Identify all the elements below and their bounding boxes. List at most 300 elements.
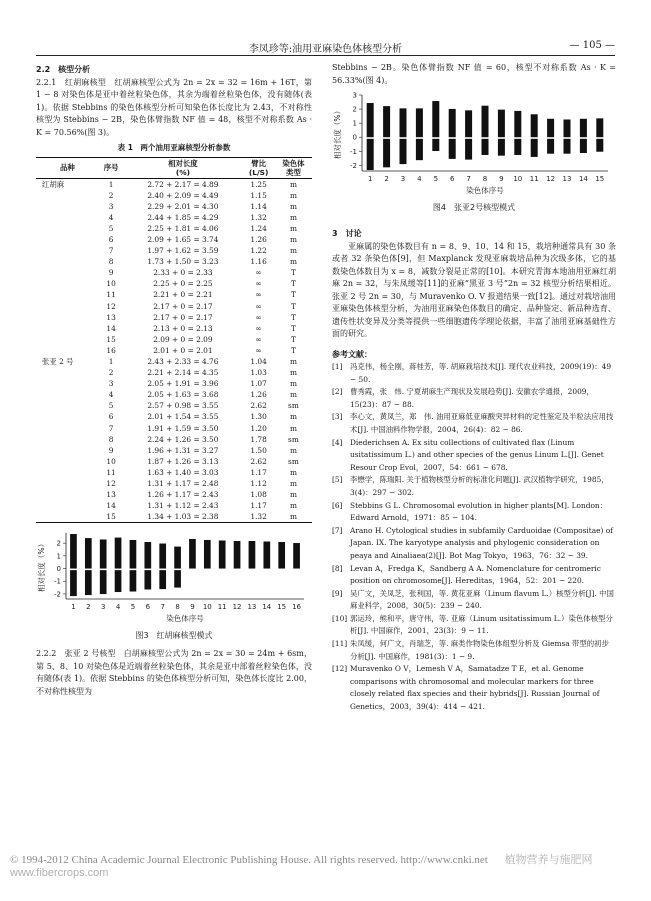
long-arm-bar	[249, 541, 256, 569]
chromosome-type-cell: m	[289, 179, 297, 189]
discussion-paragraph: 亚麻属的染色体数目有 n = 8、9、10、14 和 15，栽培种通常具有 30 条或者 32 条染色体[9]，但 Maxplanck 发现亚麻栽培品种为次级多体，它的基数染色体数目为 x = 8，减数分裂是正常的[10]。本研究青海本地油用亚麻红胡麻 2n = 32，与朱凤缓等[11]的亚麻“黑亚 3 号”2n = 32 核型分析结果相近。张亚 2 号 2n = 30，与 Muravenko O. V 报道结果一致[12]。通过对栽培油用亚麻染色体核型分析，为油用亚麻染色体数目的确定、品种鉴定、新品种选育、遗传性状变异及分类等提供一些细胞遗传学理论依据，丰富了油用亚麻基础性方面的研究。	[332, 241, 616, 338]
table-row	[36, 378, 312, 389]
figure-4-chart	[332, 91, 616, 197]
chromosome-type-cell: T	[290, 312, 296, 322]
variety-cell	[36, 345, 99, 356]
relative-length-cell: 1.97 + 1.62 = 3.59	[147, 246, 219, 256]
reference-item	[332, 613, 616, 638]
variety-cell	[36, 400, 99, 411]
short-arm-bar	[130, 571, 137, 592]
running-header	[36, 40, 615, 56]
arm-ratio-cell: ∞	[255, 334, 262, 344]
arm-ratio-cell: 1.78	[250, 434, 267, 444]
relative-length-cell: 1.63 + 1.40 = 3.03	[147, 467, 219, 477]
long-arm-bar	[383, 106, 390, 137]
chromosome-type-cell: m	[289, 234, 297, 244]
chromosome-type-cell: m	[289, 223, 297, 233]
chromosome-number-cell: 3	[108, 201, 114, 211]
x-axis-label: 染色体序号	[166, 614, 204, 624]
chromosome-number-cell: 1	[108, 357, 114, 366]
long-arm-bar	[564, 119, 571, 137]
variety-cell	[36, 445, 99, 456]
long-arm-bar	[130, 540, 137, 569]
x-tick-label: 7	[466, 175, 471, 183]
chromosome-type-cell: m	[289, 445, 297, 455]
table-header-cell: 臂比 (L/S)	[242, 157, 275, 178]
reference-number: [10]	[332, 613, 348, 623]
short-arm-bar	[465, 139, 472, 160]
long-arm-bar	[278, 542, 285, 569]
relative-length-cell: 1.87 + 1.26 = 3.13	[147, 456, 219, 466]
long-arm-bar	[580, 119, 587, 137]
reference-text: 朱凤缓，何广文，肖瑞芝，等. 麻类作物染色体组型分析及 Giemsa 带型的初步分析[J]. 中国麻作，1981(3)：1 − 9.	[350, 639, 609, 661]
reference-item	[332, 500, 616, 525]
table-row	[36, 312, 312, 323]
arm-ratio-cell: 1.50	[250, 445, 267, 455]
long-arm-bar	[596, 118, 603, 137]
x-tick-label: 12	[546, 175, 556, 183]
relative-length-cell: 1.26 + 1.17 = 2.43	[147, 490, 219, 500]
x-tick-label: 1	[367, 175, 373, 183]
chromosome-type-cell: m	[289, 479, 297, 489]
x-tick-label: 6	[145, 603, 151, 612]
chromosome-number-cell: 6	[108, 412, 114, 422]
right-column	[332, 62, 616, 714]
chromosome-number-cell: 11	[106, 467, 116, 477]
relative-length-cell: 2.09 + 1.65 = 3.74	[147, 234, 219, 244]
chromosome-type-cell: m	[289, 368, 297, 378]
relative-length-cell: 2.01 + 1.54 = 3.55	[147, 412, 219, 422]
relative-length-cell: 2.33 + 0 = 2.33	[153, 268, 213, 278]
long-arm-bar	[115, 538, 122, 569]
table-row	[36, 389, 312, 400]
arm-ratio-cell: 1.26	[250, 234, 267, 244]
variety-cell	[36, 511, 99, 523]
short-arm-bar	[100, 571, 107, 595]
chromosome-number-cell: 3	[108, 379, 114, 389]
chromosome-type-cell: m	[289, 246, 297, 256]
short-arm-bar	[547, 139, 554, 154]
chromosome-type-cell: sm	[288, 434, 299, 444]
chromosome-type-cell: T	[290, 279, 296, 289]
table-row	[36, 289, 312, 300]
short-arm-bar	[596, 139, 603, 152]
table-row	[36, 511, 312, 523]
karyotype-table	[36, 157, 312, 524]
variety-cell	[36, 312, 99, 323]
arm-ratio-cell: 1.14	[250, 201, 267, 211]
reference-number: [2]	[332, 387, 343, 397]
short-arm-bar	[580, 139, 587, 153]
chromosome-number-cell: 4	[108, 390, 114, 400]
reference-text: 李心文，黄凤兰，郑 伟. 油用亚麻低亚麻酸突异材料的定性鉴定及半粒法应用技术[J]. 中国油料作物学报，2004，26(4)：82 − 86.	[350, 412, 614, 434]
variety-cell	[36, 245, 99, 256]
relative-length-cell: 2.24 + 1.26 = 3.50	[147, 434, 219, 444]
table-row	[36, 345, 312, 356]
table-1-caption: 表 1 两个油用亚麻核型分析参数	[117, 143, 231, 152]
long-arm-bar	[70, 534, 77, 569]
reference-text: 曹秀霞，张 炜. 宁夏胡麻生产现状及发展趋势[J]. 安徽农学通报，2009，15(23)：87 − 88.	[350, 387, 594, 409]
variety-cell	[36, 389, 99, 400]
reference-number: [11]	[332, 639, 348, 649]
table-row	[36, 456, 312, 467]
arm-ratio-cell: 1.03	[250, 368, 267, 378]
watermark-text: 植物营养与施肥网 www.fibercrops.com	[10, 854, 593, 879]
chromosome-number-cell: 7	[108, 246, 114, 256]
relative-length-cell: 1.31 + 1.17 = 2.48	[147, 479, 219, 489]
table-row	[36, 500, 312, 511]
x-tick-label: 8	[175, 603, 180, 612]
reference-item	[332, 411, 616, 436]
y-tick-label: 2	[352, 105, 357, 114]
y-axis-label: 相对长度（%）	[37, 540, 46, 593]
short-arm-bar	[144, 571, 151, 590]
variety-cell	[36, 190, 99, 201]
x-tick-label: 2	[86, 603, 91, 612]
relative-length-cell: 2.29 + 2.01 = 4.30	[147, 201, 219, 211]
table-row	[36, 256, 312, 267]
table-row	[36, 489, 312, 500]
short-arm-bar	[367, 139, 374, 170]
reference-item	[332, 663, 616, 713]
chromosome-type-cell: m	[289, 190, 297, 200]
x-tick-label: 13	[562, 175, 572, 183]
relative-length-cell: 2.05 + 1.63 = 3.68	[147, 390, 219, 400]
references-heading: 参考文献：	[332, 349, 372, 359]
x-tick-label: 11	[529, 175, 539, 183]
reference-number: [6]	[332, 500, 343, 510]
variety-cell: 红胡麻	[42, 179, 65, 189]
chromosome-number-cell: 8	[108, 434, 114, 444]
variety-cell	[36, 234, 99, 245]
reference-text: Diederichsen A. Ex situ collections of cultivated flax (Linum usitatissimum L.) and other species of the genus Linum L.[J]. Genet Resour Crop Evol，2007，54：661 − 678.	[350, 437, 604, 472]
reference-text: 冯克伟，杨全刚，蒋桂芳，等. 胡麻栽培技术[J]. 现代农业科技，2009(19)：49 − 50.	[350, 362, 612, 384]
reference-number: [5]	[332, 475, 343, 485]
table-row	[36, 301, 312, 312]
x-tick-label: 7	[160, 603, 165, 612]
long-arm-bar	[400, 108, 407, 137]
x-tick-label: 4	[417, 175, 422, 183]
x-tick-label: 4	[115, 603, 121, 612]
variety-cell: 张亚 2 号	[42, 357, 74, 366]
long-arm-bar	[416, 108, 423, 137]
chromosome-number-cell: 10	[106, 279, 116, 289]
variety-cell	[36, 323, 99, 334]
relative-length-cell: 2.25 + 1.81 = 4.06	[147, 223, 219, 233]
arm-ratio-cell: 1.22	[250, 246, 267, 256]
x-tick-label: 9	[499, 175, 504, 183]
table-row	[36, 190, 312, 201]
table-row	[36, 201, 312, 212]
variety-cell	[36, 467, 99, 478]
relative-length-cell: 2.13 + 0 = 2.13	[153, 323, 213, 333]
reference-text: Muravenko O V，Lemesh V A，Samatadze T E，et al. Genome comparisons with chromosomal and molecular markers for three closely related flax species and their hybrids[J]. Russian Journal of Genetics，2003，39(4)：414 − 421.	[350, 664, 600, 712]
figure-3-caption: 图3 红胡麻核型模式	[135, 630, 213, 640]
long-arm-bar	[482, 106, 489, 138]
figure-3-chart	[36, 529, 312, 625]
chromosome-number-cell: 16	[106, 345, 116, 355]
y-tick-label: -1	[350, 147, 357, 156]
x-tick-label: 11	[217, 603, 227, 612]
arm-ratio-cell: 1.32	[242, 511, 275, 523]
long-arm-bar	[263, 542, 270, 569]
arm-ratio-cell: 1.26	[250, 390, 267, 400]
short-arm-bar	[70, 571, 77, 597]
chromosome-type-cell: m	[289, 490, 297, 500]
variety-cell	[36, 367, 99, 378]
table-row	[36, 323, 312, 334]
chromosome-type-cell: m	[289, 423, 297, 433]
arm-ratio-cell: 1.25	[250, 179, 267, 189]
chromosome-number-cell: 9	[108, 445, 114, 455]
chromosome-type-cell: m	[289, 390, 297, 400]
variety-cell	[36, 478, 99, 489]
arm-ratio-cell: ∞	[255, 312, 262, 322]
short-arm-bar	[564, 139, 571, 154]
figure-4	[332, 91, 616, 214]
long-arm-bar	[531, 114, 538, 137]
chromosome-number-cell: 2	[108, 190, 114, 200]
arm-ratio-cell: 1.15	[250, 190, 267, 200]
table-row	[36, 434, 312, 445]
chromosome-number-cell: 1	[108, 179, 114, 189]
chromosome-number-cell: 11	[106, 290, 116, 300]
arm-ratio-cell: ∞	[255, 279, 262, 289]
reference-number: [12]	[332, 664, 348, 674]
chromosome-number-cell: 13	[106, 312, 116, 322]
chromosome-type-cell: m	[289, 412, 297, 422]
reference-text: 郭运玲，熊和平，唐守伟，等. 亚麻（Linum usitatissimum L.）染色体核型分析[J]. 中国麻作，2001，23(3)：9 − 11.	[350, 613, 613, 636]
short-arm-bar	[498, 139, 505, 156]
reference-item	[332, 563, 616, 588]
chromosome-number-cell: 5	[108, 401, 114, 411]
relative-length-cell: 1.91 + 1.59 = 3.50	[147, 423, 219, 433]
long-arm-bar	[234, 541, 241, 569]
y-tick-label: 3	[352, 91, 357, 100]
chromosome-type-cell: T	[290, 268, 296, 278]
table-row	[36, 334, 312, 345]
relative-length-cell: 2.09 + 0 = 2.09	[153, 334, 213, 344]
long-arm-bar	[367, 103, 374, 137]
short-arm-bar	[174, 571, 181, 588]
x-tick-label: 10	[513, 175, 523, 183]
y-tick-label: -2	[54, 590, 61, 599]
arm-ratio-cell: 1.30	[250, 412, 267, 422]
reference-number: [9]	[332, 588, 343, 598]
long-arm-bar	[189, 539, 196, 569]
reference-number: [7]	[332, 525, 343, 535]
table-row	[36, 278, 312, 289]
left-column	[36, 62, 312, 698]
short-arm-bar	[383, 139, 390, 168]
long-arm-bar	[498, 110, 505, 138]
y-tick-label: 2	[56, 540, 61, 549]
arm-ratio-cell: 1.17	[250, 501, 267, 511]
variety-cell	[36, 411, 99, 422]
arm-ratio-cell: 2.62	[250, 401, 267, 411]
variety-cell	[36, 378, 99, 389]
short-arm-bar	[449, 139, 456, 159]
x-tick-label: 5	[433, 175, 439, 183]
table-header-cell: 相对长度 (%)	[123, 157, 242, 178]
chromosome-number-cell: 8	[108, 257, 114, 267]
arm-ratio-cell: 1.20	[250, 423, 267, 433]
long-arm-bar	[432, 101, 439, 137]
reference-text: 李懋学，陈瑞阳. 关于植物核型分析的标准化问题[J]. 武汉植物学研究，1985，3(4)：297 − 302.	[350, 475, 609, 497]
table-header-cell: 染色体 类型	[275, 157, 312, 178]
chromosome-number-cell: 7	[108, 423, 114, 433]
short-arm-bar	[115, 571, 122, 593]
table-row	[36, 445, 312, 456]
relative-length-cell: 2.05 + 1.91 = 3.96	[147, 379, 219, 389]
variety-cell	[36, 267, 99, 278]
chromosome-type-cell: m	[289, 357, 297, 366]
figure-3	[36, 529, 312, 642]
relative-length-cell: 2.01 + 0 = 2.01	[153, 345, 213, 355]
variety-cell	[36, 434, 99, 445]
short-arm-bar	[85, 571, 92, 596]
arm-ratio-cell: ∞	[255, 268, 262, 278]
variety-cell	[36, 223, 99, 234]
arm-ratio-cell: 1.08	[250, 490, 267, 500]
table-row	[36, 356, 312, 367]
arm-ratio-cell: 1.04	[250, 357, 267, 366]
table-row	[36, 367, 312, 378]
chromosome-number-cell: 15	[99, 511, 124, 523]
relative-length-cell: 2.57 + 0.98 = 3.55	[147, 401, 219, 411]
running-title: 李凤珍等:油用亚麻染色体核型分析	[248, 44, 403, 55]
relative-length-cell: 2.21 + 0 = 2.21	[153, 290, 213, 300]
copyright-notice: © 1994-2012 China Academic Journal Electronic Publishing House. All rights reserved. http://www.cnki.net	[10, 854, 488, 866]
relative-length-cell: 2.72 + 2.17 = 4.89	[147, 179, 219, 189]
table-row	[36, 411, 312, 422]
reference-item	[332, 638, 616, 663]
table-row	[36, 478, 312, 489]
chromosome-number-cell: 15	[106, 334, 116, 344]
chromosome-type-cell: T	[290, 290, 296, 300]
long-arm-bar	[159, 544, 166, 569]
long-arm-bar	[293, 543, 300, 569]
reference-item	[332, 386, 616, 411]
section-heading-2-2: 2.2 核型分析	[36, 65, 91, 74]
variety-cell	[36, 423, 99, 434]
chromosome-type-cell: sm	[288, 456, 299, 466]
chromosome-number-cell: 12	[106, 301, 116, 311]
table-row	[36, 267, 312, 278]
reference-text: Levan A，Fredga K，Sandberg A A. Nomenclature for centromeric position on chromosome[J]. Hereditas，1964，52：201 − 220.	[350, 563, 601, 586]
chromosome-number-cell: 10	[106, 456, 116, 466]
reference-text: Stebbins G L. Chromosomal evolution in higher plants[M]. London：Edward Arnold，1971：85 − 104.	[350, 500, 608, 523]
y-tick-label: 0	[352, 133, 357, 142]
page-footer	[10, 851, 651, 879]
x-tick-label: 3	[100, 603, 106, 612]
chromosome-type-cell: T	[290, 345, 296, 355]
chromosome-type-cell: m	[289, 467, 297, 477]
arm-ratio-cell: ∞	[255, 323, 262, 333]
chromosome-number-cell: 4	[108, 212, 114, 222]
long-arm-bar	[219, 541, 226, 569]
table-row	[36, 178, 312, 190]
chromosome-type-cell: m	[289, 379, 297, 389]
relative-length-cell: 2.21 + 2.14 = 4.35	[147, 368, 219, 378]
x-tick-label: 14	[578, 175, 588, 183]
variety-cell	[36, 500, 99, 511]
short-arm-bar	[159, 571, 166, 590]
table-row	[36, 223, 312, 234]
long-arm-bar	[204, 540, 211, 569]
paragraph-2-2-1: 2.2.1 红胡麻核型 红胡麻核型公式为 2n = 2x = 32 = 16m + 16T，第 1 − 8 对染色体是亚中着丝粒染色体，其余为端着丝粒染色体，没有随体(表 1)。依据 Stebbins 的染色体核型分析可知染色体长度比为 2.43，不对称性核型为 Stebbins − 2B，染色体臂指数 NF 值 = 48，核型不对称系数 As · K = 70.56%(图 3)。	[36, 77, 312, 137]
short-arm-bar	[482, 139, 489, 155]
chromosome-number-cell: 13	[106, 490, 116, 500]
chromosome-number-cell: 9	[108, 268, 114, 278]
short-arm-bar	[432, 139, 439, 151]
figure-4-caption: 图4 张亚2号核型模式	[432, 202, 516, 212]
relative-length-cell: 1.34 + 1.03 = 2.38	[123, 511, 242, 523]
variety-cell	[36, 256, 99, 267]
arm-ratio-cell: 1.16	[250, 257, 267, 267]
y-tick-label: -2	[350, 161, 357, 170]
chromosome-type-cell: m	[275, 511, 312, 523]
paragraph-2-2-2-continued: Stebbins − 2B。染色体臂指数 NF 值 = 60，核型不对称系数 As · K = 56.33%(图 4)。	[332, 63, 616, 85]
table-header-cell: 序号	[99, 157, 124, 178]
long-arm-bar	[547, 119, 554, 137]
y-axis-label: 相对长度（%）	[333, 106, 342, 160]
reference-number: [8]	[332, 563, 343, 573]
x-tick-label: 9	[190, 603, 195, 612]
x-tick-label: 15	[595, 175, 605, 183]
variety-cell	[36, 201, 99, 212]
x-tick-label: 8	[482, 175, 488, 183]
reference-number: [3]	[332, 412, 343, 422]
y-tick-label: 1	[352, 119, 357, 128]
table-row	[36, 212, 312, 223]
chromosome-number-cell: 12	[106, 479, 116, 489]
reference-item	[332, 361, 616, 386]
chromosome-number-cell: 6	[108, 234, 114, 244]
reference-list	[332, 361, 616, 714]
x-tick-label: 12	[232, 603, 242, 612]
y-tick-label: -1	[54, 578, 61, 587]
table-row	[36, 400, 312, 411]
variety-cell	[36, 301, 99, 312]
chromosome-type-cell: T	[290, 323, 296, 333]
relative-length-cell: 1.73 + 1.50 = 3.23	[147, 257, 219, 267]
long-arm-bar	[144, 542, 151, 569]
relative-length-cell: 1.96 + 1.31 = 3.27	[147, 445, 219, 455]
long-arm-bar	[514, 111, 521, 137]
x-tick-label: 5	[130, 603, 136, 612]
page-number: — 105 —	[569, 40, 615, 51]
long-arm-bar	[100, 540, 107, 569]
chromosome-type-cell: m	[289, 257, 297, 267]
chromosome-type-cell: m	[289, 501, 297, 511]
variety-cell	[36, 289, 99, 300]
chromosome-type-cell: T	[290, 334, 296, 344]
table-header-cell: 品种	[36, 157, 99, 178]
reference-item	[332, 525, 616, 563]
chromosome-type-cell: sm	[288, 401, 299, 411]
long-arm-bar	[85, 538, 92, 568]
x-tick-label: 10	[202, 603, 212, 612]
section-heading-3: 3 讨论	[332, 229, 362, 238]
table-header-row	[36, 157, 312, 178]
relative-length-cell: 2.25 + 0 = 2.25	[153, 279, 213, 289]
table-row	[36, 467, 312, 478]
x-tick-label: 15	[277, 603, 287, 612]
chromosome-number-cell: 2	[108, 368, 114, 378]
x-tick-label: 16	[292, 603, 302, 612]
x-tick-label: 14	[262, 603, 272, 612]
